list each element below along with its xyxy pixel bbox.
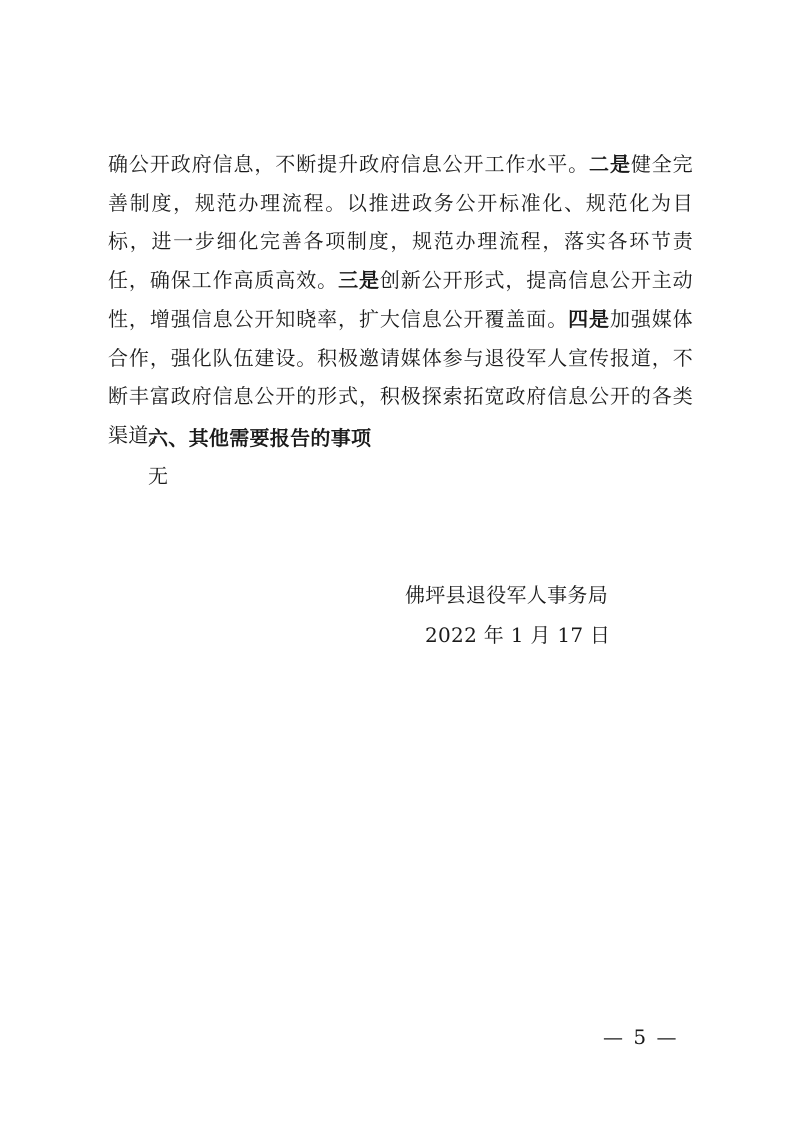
paragraph-part-2: 健全完善制度，规范办理流程。以推进政务公开标准化、规范化为目标，进一步细化完善各项制度，规范办理流程，落实各环节责任，确保工作高质高效。 — [108, 152, 693, 293]
body-paragraph — [108, 145, 693, 455]
section-content: 无 — [148, 464, 168, 488]
paragraph-part-4: 加强媒体合作，强化队伍建设。积极邀请媒体参与退役军人宣传报道，不断丰富政府信息公开的形式，积极探索拓宽政府信息公开的各类渠道。 — [108, 306, 693, 447]
point-marker-3: 三是 — [338, 268, 380, 293]
issuer-signature: 佛坪县退役军人事务局 — [405, 583, 608, 607]
page-number: — 5 — — [603, 1025, 679, 1049]
paragraph-part-1: 确公开政府信息，不断提升政府信息公开工作水平。 — [108, 152, 590, 176]
paragraph-part-3: 创新公开形式，提高信息公开主动性，增强信息公开知晓率，扩大信息公开覆盖面。 — [108, 268, 693, 331]
point-marker-4: 四是 — [568, 306, 610, 331]
point-marker-2: 二是 — [589, 152, 631, 176]
section-heading: 六、其他需要报告的事项 — [148, 426, 372, 450]
issue-date: 2022 年 1 月 17 日 — [425, 623, 611, 647]
